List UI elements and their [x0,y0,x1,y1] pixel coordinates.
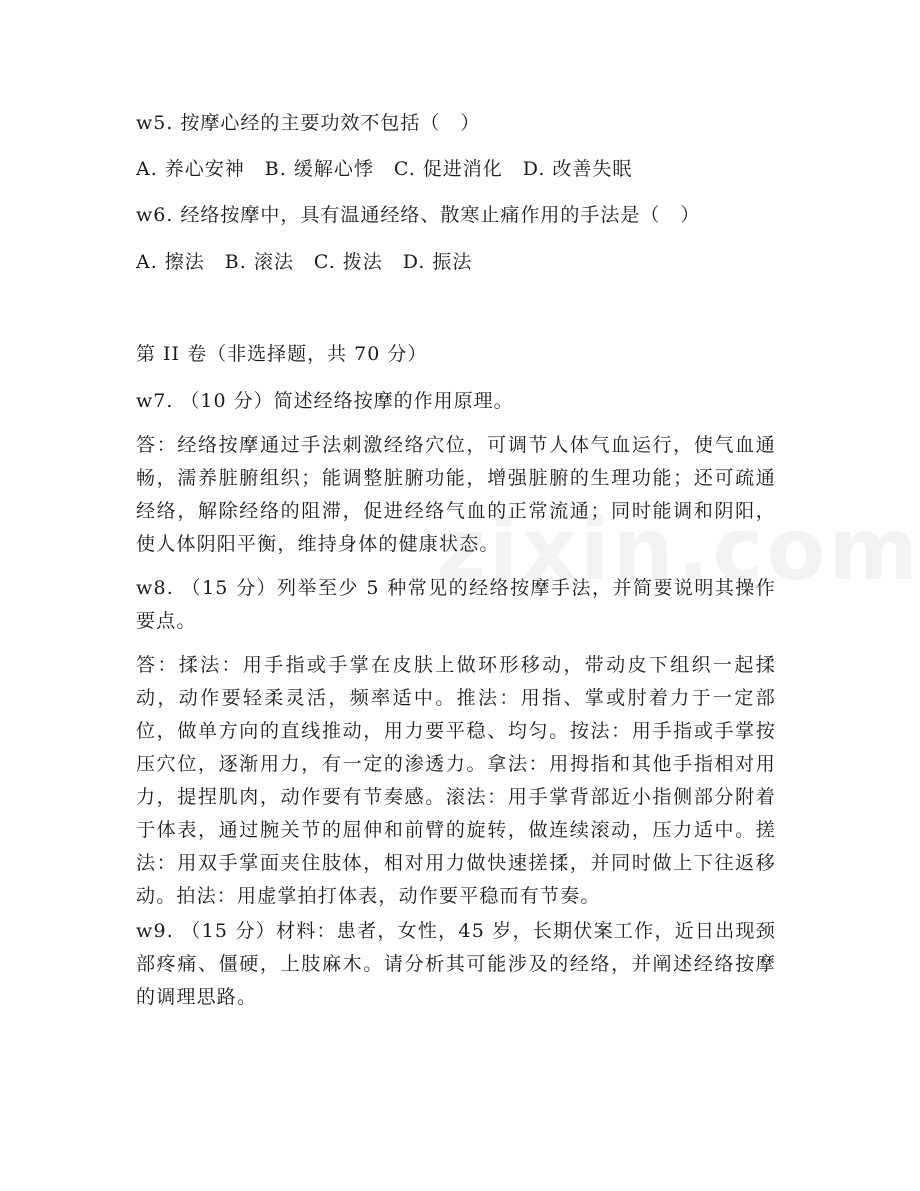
question-5-stem: w5. 按摩心经的主要功效不包括（ ） [136,112,481,134]
question-6-options: A. 擦法 B. 滚法 C. 拨法 D. 振法 [136,251,473,273]
question-7-answer: 答：经络按摩通过手法刺激经络穴位，可调节人体气血运行，使气血通畅，濡养脏腑组织；能调整脏腑功能，增强脏腑的生理功能；还可疏通经络，解除经络的阻滞，促进经络气血的正常流通；同时能调和阴阳，使人体阴阳平衡，维持身体的健康状态。 [136,434,776,555]
question-7-stem: w7. （10 分）简述经络按摩的作用原理。 [136,390,514,412]
question-6-stem: w6. 经络按摩中，具有温通经络、散寒止痛作用的手法是（ ） [136,204,701,226]
question-5-options: A. 养心安神 B. 缓解心悸 C. 促进消化 D. 改善失眠 [136,158,633,180]
question-9-stem: w9. （15 分）材料：患者，女性，45 岁，长期伏案工作，近日出现颈部疼痛、僵硬，上肢麻木。请分析其可能涉及的经络，并阐述经络按摩的调理思路。 [136,920,776,1008]
question-8-stem: w8. （15 分）列举至少 5 种常见的经络按摩手法，并简要说明其操作要点。 [136,577,776,632]
section-2-title: 第 II 卷（非选择题，共 70 分） [136,343,428,365]
question-8-answer: 答：揉法：用手指或手掌在皮肤上做环形移动，带动皮下组织一起揉动，动作要轻柔灵活，频率适中。推法：用指、掌或肘着力于一定部位，做单方向的直线推动，用力要平稳、均匀。按法：用手指或手掌按压穴位，逐渐用力，有一定的渗透力。拿法：用拇指和其他手指相对用力，提捏肌肉，动作要有节奏感。滚法：用手掌背部近小指侧部分附着于体表，通过腕关节的屈伸和前臂的旋转，做连续滚动，压力适中。搓法：用双手掌面夹住肢体，相对用力做快速搓揉，并同时做上下往返移动。拍法：用虚掌拍打体表，动作要平稳而有节奏。 [136,654,776,907]
